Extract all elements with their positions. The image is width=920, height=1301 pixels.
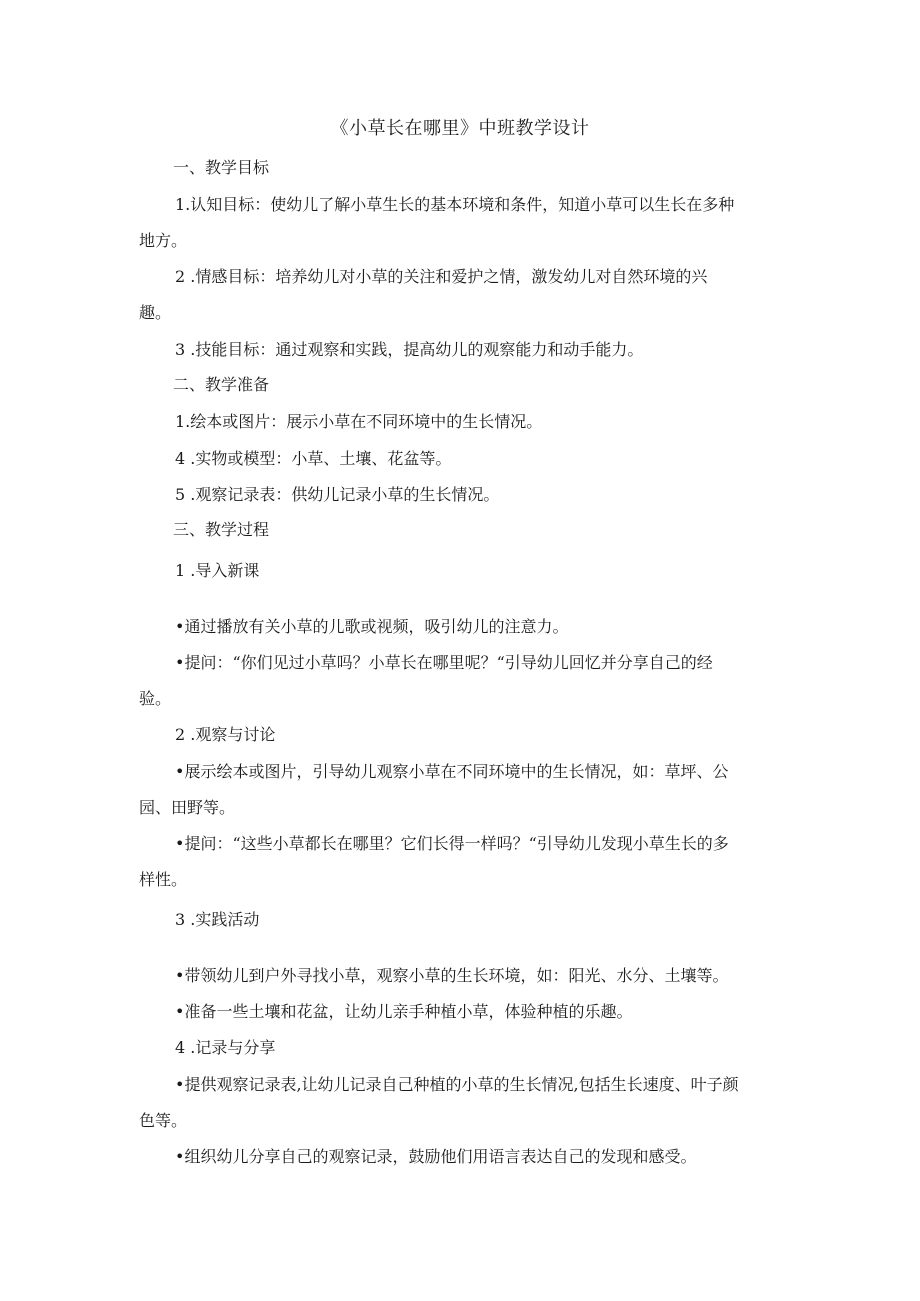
paragraph-line: 园、田野等。 — [139, 798, 236, 817]
bullet-line: •准备一些土壤和花盆，让幼儿亲手种植小草，体验种植的乐趣。 — [175, 1002, 633, 1021]
paragraph-line: 色等。 — [139, 1111, 188, 1130]
section-heading-goals: 一、教学目标 — [173, 158, 270, 177]
bullet-line: •提问：“你们见过小草吗？小草长在哪里呢？“引导幼儿回忆并分享自己的经 — [175, 653, 713, 672]
bullet-line: •组织幼儿分享自己的观察记录，鼓励他们用语言表达自己的发现和感受。 — [175, 1147, 697, 1166]
paragraph-line: 1.绘本或图片：展示小草在不同环境中的生长情况。 — [175, 412, 543, 431]
paragraph-line: 4 .实物或模型：小草、土壤、花盆等。 — [175, 449, 452, 468]
paragraph-line: 5 .观察记录表：供幼儿记录小草的生长情况。 — [175, 485, 500, 504]
subheading-observe: 2 .观察与讨论 — [175, 725, 276, 744]
section-heading-preparation: 二、教学准备 — [173, 375, 270, 394]
bullet-line: •带领幼儿到户外寻找小草，观察小草的生长环境，如：阳光、水分、土壤等。 — [175, 966, 729, 985]
document-title: 《小草长在哪里》中班教学设计 — [330, 118, 590, 139]
paragraph-line: 验。 — [139, 689, 172, 708]
subheading-intro: 1 .导入新课 — [175, 561, 260, 580]
bullet-line: •提问：“这些小草都长在哪里？它们长得一样吗？“引导幼儿发现小草生长的多 — [175, 834, 729, 853]
subheading-record: 4 .记录与分享 — [175, 1038, 276, 1057]
paragraph-line: 2 .情感目标：培养幼儿对小草的关注和爱护之情，激发幼儿对自然环境的兴 — [175, 267, 708, 286]
paragraph-line: 1.认知目标：使幼儿了解小草生长的基本环境和条件，知道小草可以生长在多种 — [175, 195, 735, 214]
bullet-line: •提供观察记录表,让幼儿记录自己种植的小草的生长情况,包括生长速度、叶子颜 — [175, 1075, 739, 1094]
subheading-practice: 3 .实践活动 — [175, 910, 260, 929]
paragraph-line: 趣。 — [139, 303, 172, 322]
bullet-line: •通过播放有关小草的儿歌或视频，吸引幼儿的注意力。 — [175, 617, 569, 636]
paragraph-line: 地方。 — [139, 231, 188, 250]
bullet-line: •展示绘本或图片，引导幼儿观察小草在不同环境中的生长情况，如：草坪、公 — [175, 762, 729, 781]
section-heading-process: 三、教学过程 — [173, 520, 270, 539]
paragraph-line: 样性。 — [139, 870, 188, 889]
paragraph-line: 3 .技能目标：通过观察和实践，提高幼儿的观察能力和动手能力。 — [175, 340, 644, 359]
